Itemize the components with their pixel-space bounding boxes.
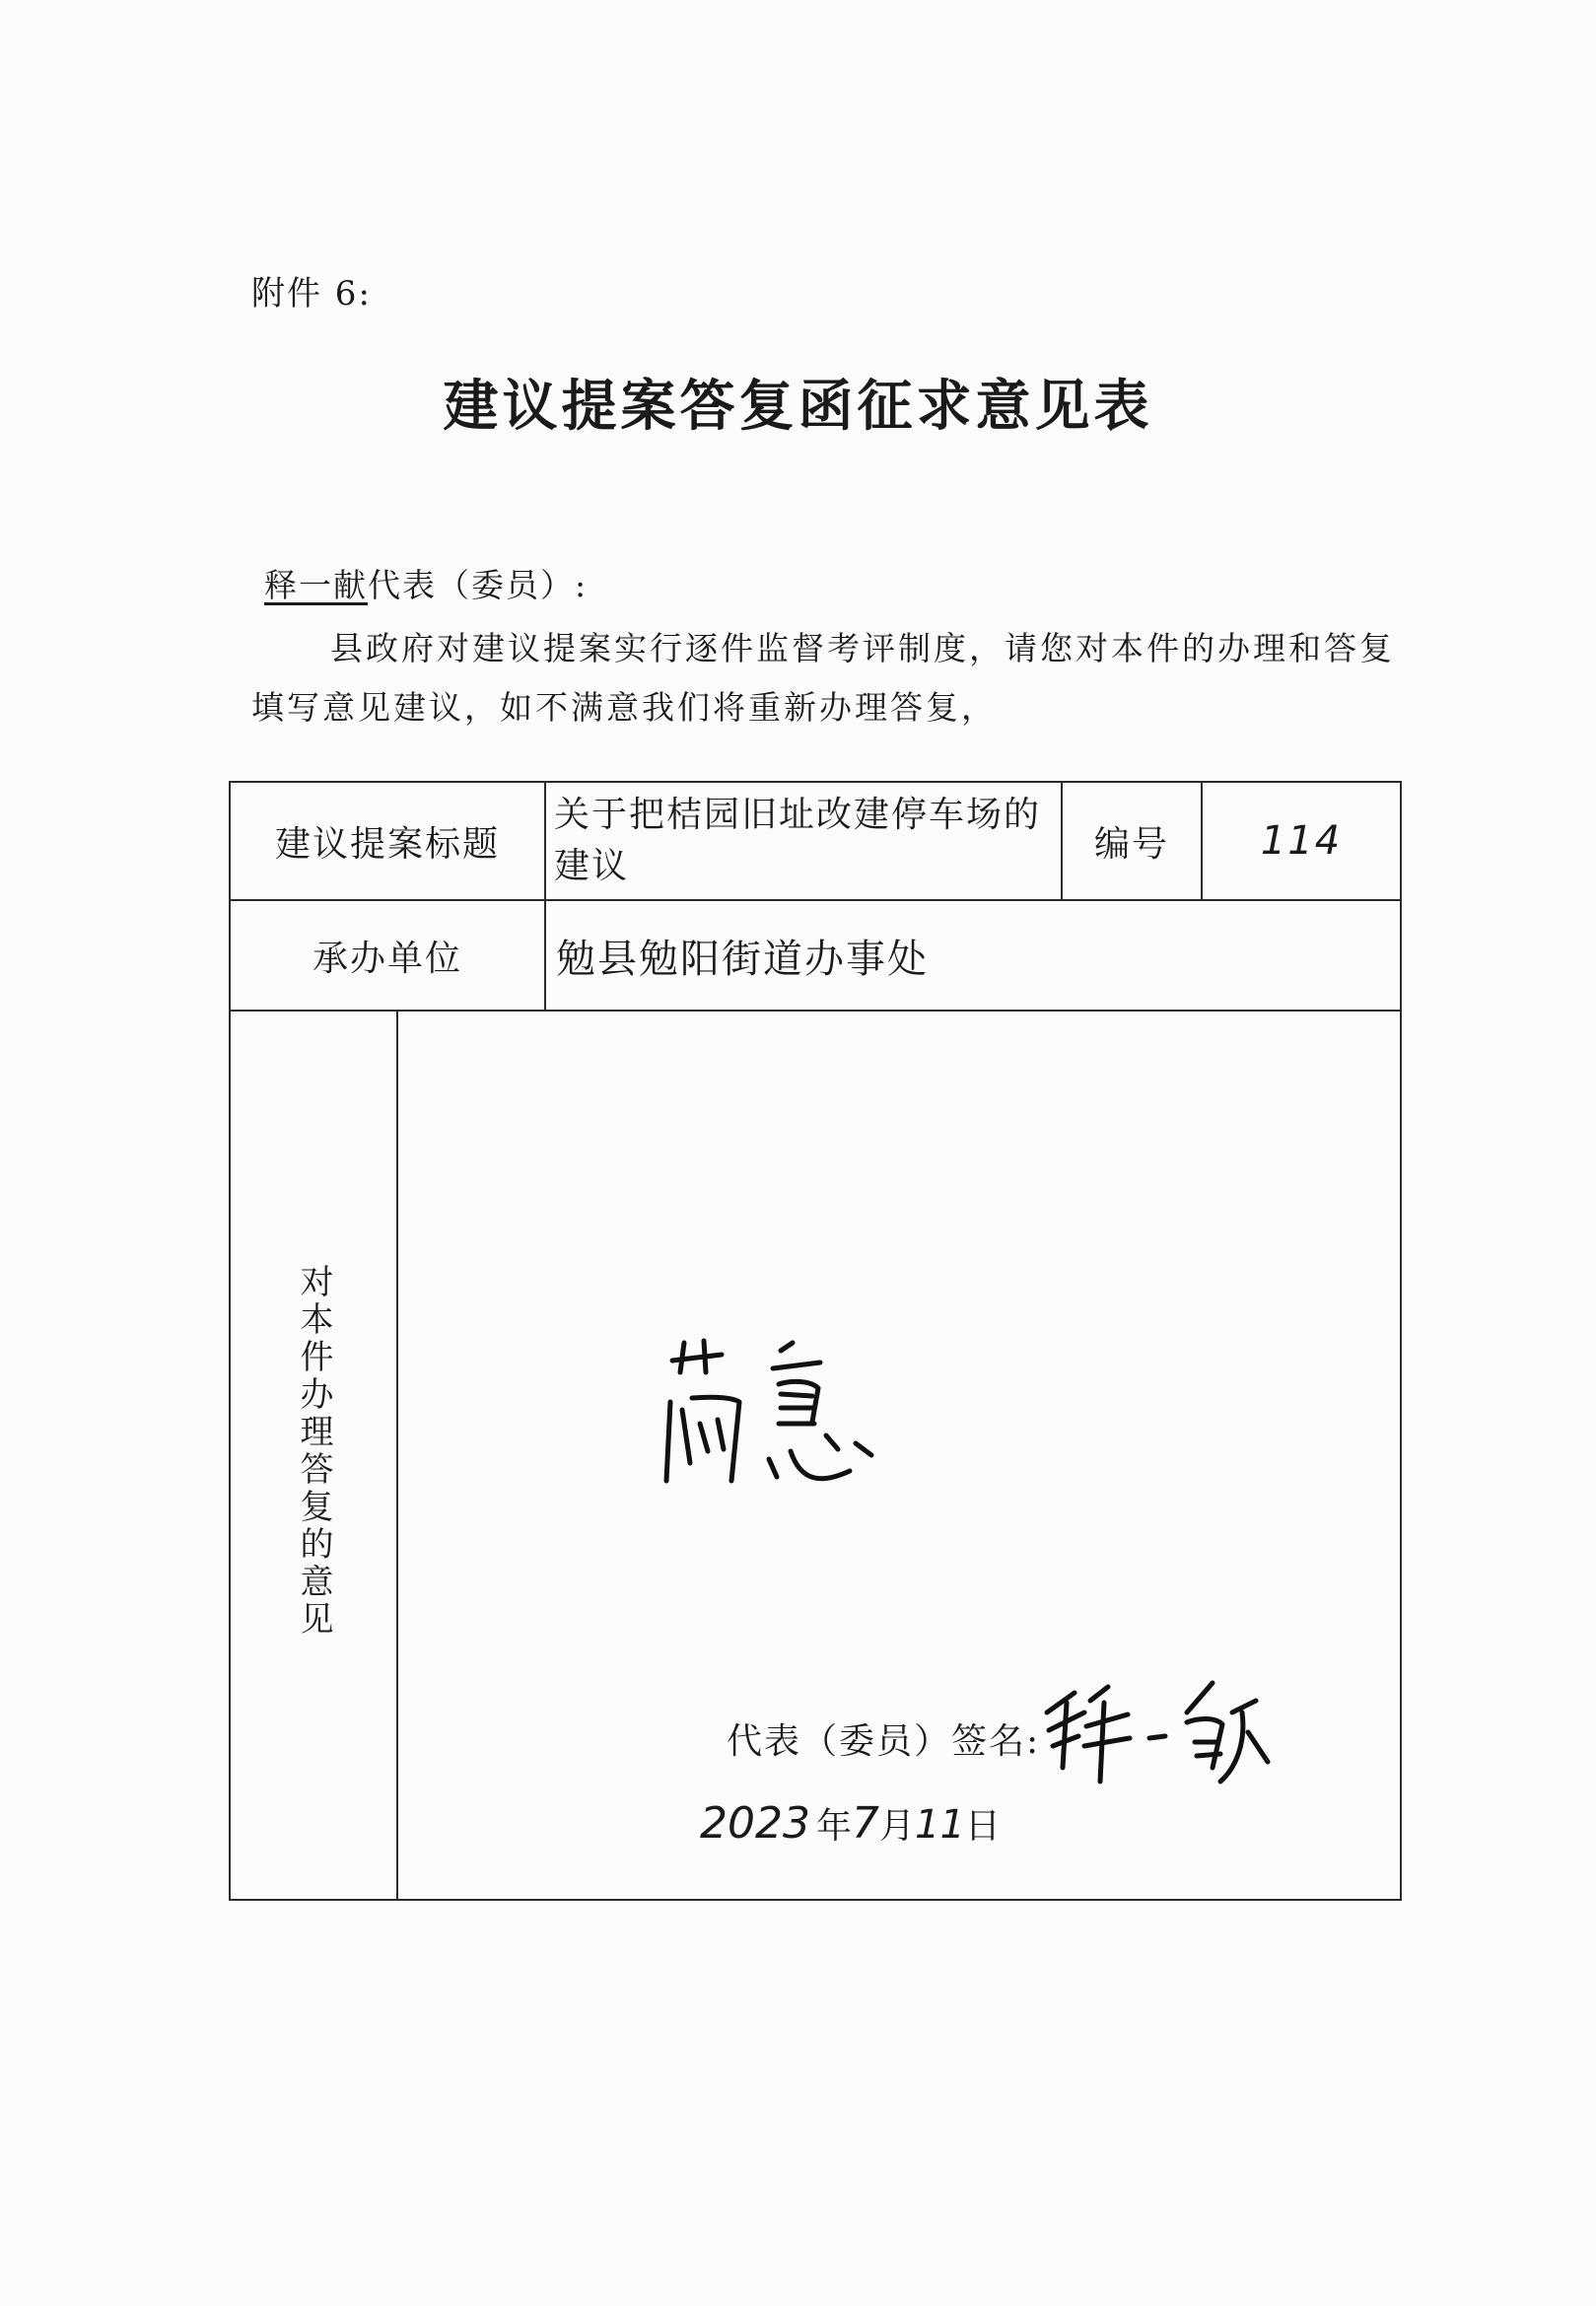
date-year-suffix: 年 (815, 1806, 852, 1847)
opinion-label: 对本件办理答复的意见 (294, 1264, 333, 1639)
signature-label: 代表（委员）签名: (727, 1721, 1041, 1762)
date-month: 7 (852, 1798, 879, 1849)
opinion-form-table (229, 781, 1402, 1901)
date-day-suffix: 日 (964, 1806, 1001, 1847)
attachment-label: 附件 6: (251, 274, 372, 314)
intro-paragraph: 县政府对建议提案实行逐件监督考评制度，请您对本件的办理和答复填写意见建议，如不满意我们将重新办理答复， (251, 629, 1395, 727)
handling-unit-label: 承办单位 (312, 938, 462, 979)
proposal-title-label: 建议提案标题 (274, 823, 500, 865)
opinion-handwriting (662, 1333, 919, 1501)
number-value: 114 (1260, 818, 1343, 864)
date-row (700, 1798, 1001, 1849)
greeting-suffix: 代表（委员）: (368, 566, 589, 604)
date-month-suffix: 月 (879, 1806, 916, 1847)
proposal-title-value: 关于把桔园旧址改建停车场的建议 (554, 795, 1042, 886)
document-title: 建议提案答复函征求意见表 (443, 374, 1153, 439)
number-label: 编号 (1093, 823, 1169, 865)
signature-handwriting (1039, 1673, 1276, 1801)
handling-unit-value: 勉县勉阳街道办事处 (556, 936, 929, 982)
greeting (264, 560, 588, 606)
date-day: 11 (915, 1802, 965, 1848)
date-year: 2023 (700, 1798, 810, 1849)
greeting-name: 释一献 (264, 566, 368, 604)
